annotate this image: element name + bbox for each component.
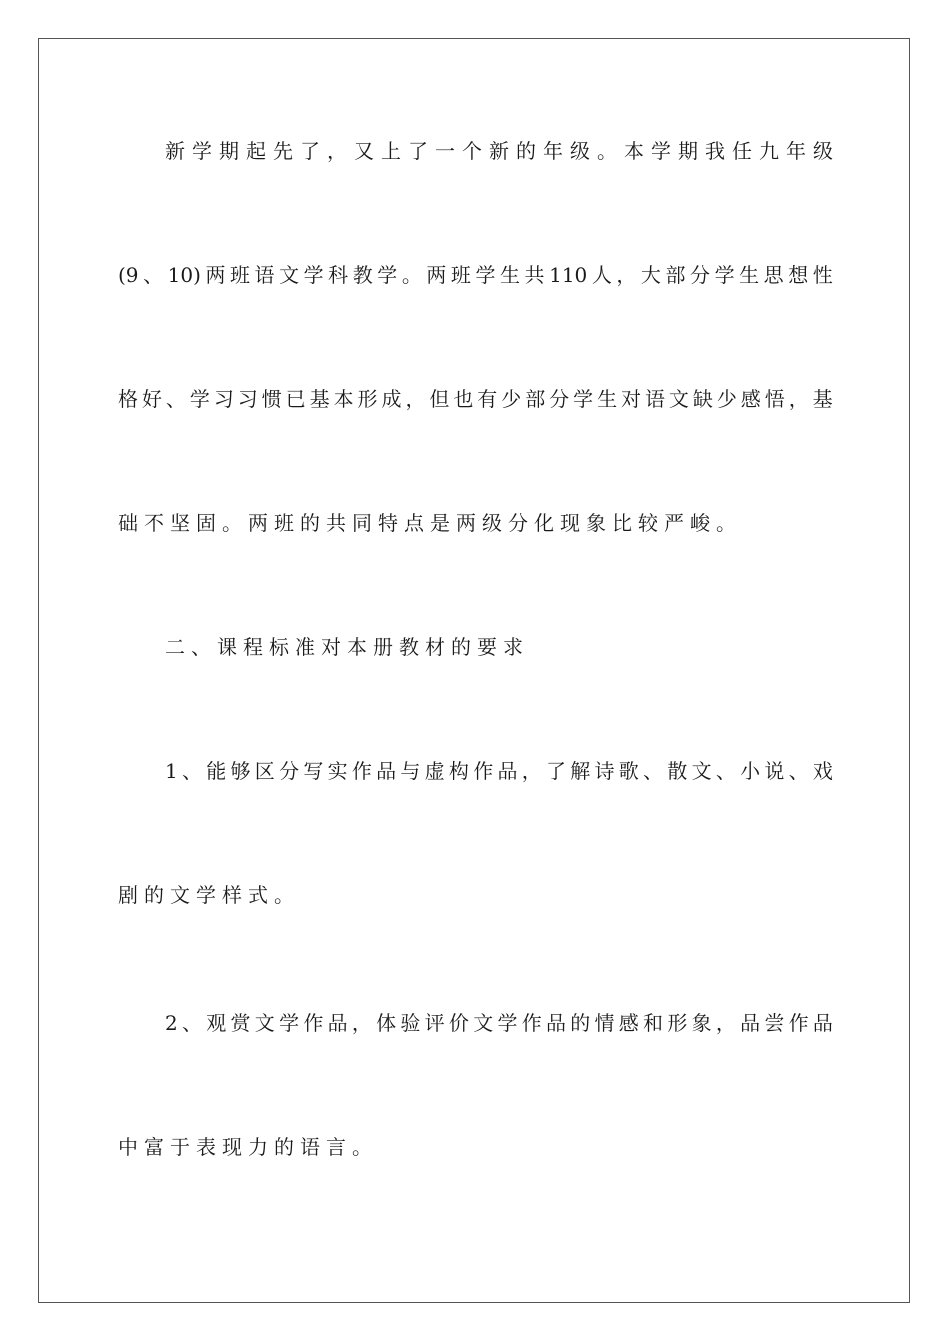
text-glyph: 区 xyxy=(254,759,275,783)
text-glyph: 诗 xyxy=(594,759,615,783)
text-glyph: 学 xyxy=(192,139,212,163)
text-glyph: 能 xyxy=(206,759,227,783)
text-glyph: 体 xyxy=(376,1011,397,1035)
item-2-line-1 xyxy=(165,1009,833,1037)
text-glyph: 部 xyxy=(665,263,686,287)
text-glyph: 部 xyxy=(525,387,546,411)
text-glyph: 也 xyxy=(453,387,474,411)
text-glyph: 尝 xyxy=(764,1011,785,1035)
text-glyph: 作 xyxy=(303,1011,324,1035)
text-glyph: 评 xyxy=(424,1011,445,1035)
text-glyph: 习 xyxy=(213,387,234,411)
text-glyph: 的 xyxy=(516,139,536,163)
text-glyph: 。 xyxy=(401,263,422,287)
text-glyph: 学 xyxy=(497,1011,518,1035)
text-glyph: 、 xyxy=(643,759,664,783)
text-glyph: 感 xyxy=(740,387,761,411)
text-glyph: 形 xyxy=(357,387,378,411)
text-glyph: 两 xyxy=(205,263,226,287)
text-glyph: 品 xyxy=(327,1011,348,1035)
text-glyph: 品 xyxy=(812,1011,833,1035)
text-glyph: 散 xyxy=(667,759,688,783)
text-glyph: 期 xyxy=(219,139,239,163)
text-glyph: 感 xyxy=(618,1011,639,1035)
text-glyph: 起 xyxy=(246,139,266,163)
paragraph-1-line-2 xyxy=(118,261,833,289)
text-glyph: 对 xyxy=(621,387,642,411)
text-glyph: 和 xyxy=(643,1011,664,1035)
text-glyph: 语 xyxy=(644,387,665,411)
text-glyph: 本 xyxy=(333,387,354,411)
text-glyph: 思 xyxy=(763,263,784,287)
text-glyph: 我 xyxy=(705,139,725,163)
text-glyph: 生 xyxy=(739,263,760,287)
text-glyph: ， xyxy=(351,1011,372,1035)
text-glyph: 说 xyxy=(764,759,785,783)
paragraph-1-line-1 xyxy=(165,137,833,165)
text-glyph: 学 xyxy=(303,263,324,287)
text-glyph: 习 xyxy=(237,387,258,411)
text-glyph: 够 xyxy=(230,759,251,783)
text-glyph: 形 xyxy=(667,1011,688,1035)
text-glyph: 品 xyxy=(740,1011,761,1035)
text-glyph: 了 xyxy=(545,759,566,783)
text-glyph: 、 xyxy=(143,263,164,287)
text-glyph: 个 xyxy=(462,139,482,163)
text-glyph: ， xyxy=(327,139,347,163)
text-glyph: 悟 xyxy=(764,387,785,411)
text-glyph: 格 xyxy=(118,387,138,411)
text-glyph: 级 xyxy=(570,139,590,163)
text-glyph: 分 xyxy=(549,387,570,411)
text-glyph: 先 xyxy=(273,139,293,163)
page-frame xyxy=(38,38,910,1303)
text-glyph: 价 xyxy=(448,1011,469,1035)
text-glyph: 、 xyxy=(182,759,202,783)
text-glyph: 文 xyxy=(691,759,712,783)
text-glyph: 作 xyxy=(473,759,494,783)
text-glyph: 验 xyxy=(400,1011,421,1035)
text-glyph: 共 xyxy=(524,263,545,287)
text-glyph: 大 xyxy=(640,263,661,287)
text-glyph: 两 xyxy=(426,263,447,287)
text-glyph: 班 xyxy=(229,263,250,287)
text-glyph: 级 xyxy=(813,139,833,163)
text-glyph: 科 xyxy=(328,263,349,287)
text-glyph: 作 xyxy=(521,1011,542,1035)
text-glyph: 1 xyxy=(165,759,178,783)
text-glyph: 文 xyxy=(473,1011,494,1035)
text-glyph: 缺 xyxy=(692,387,713,411)
text-glyph: 基 xyxy=(309,387,330,411)
text-glyph: 年 xyxy=(543,139,563,163)
text-glyph: 人 xyxy=(591,263,612,287)
item-1-line-1 xyxy=(165,757,833,785)
text-glyph: ， xyxy=(788,387,809,411)
text-glyph: 品 xyxy=(376,759,397,783)
text-glyph: 惯 xyxy=(261,387,282,411)
text-glyph: 了 xyxy=(300,139,320,163)
text-glyph: 解 xyxy=(570,759,591,783)
text-glyph: 语 xyxy=(254,263,275,287)
text-glyph: 有 xyxy=(477,387,498,411)
item-2-line-2: 中富于表现力的语言。 xyxy=(118,1135,378,1159)
text-glyph: 品 xyxy=(545,1011,566,1035)
text-glyph: 班 xyxy=(450,263,471,287)
text-glyph: 年 xyxy=(786,139,806,163)
item-1-line-2: 剧的文学样式。 xyxy=(118,883,300,907)
text-glyph: 110 xyxy=(549,263,588,287)
text-glyph: 教 xyxy=(352,263,373,287)
text-glyph: 分 xyxy=(690,263,711,287)
text-glyph: 歌 xyxy=(618,759,639,783)
text-glyph: ， xyxy=(521,759,542,783)
text-glyph: 实 xyxy=(327,759,348,783)
text-glyph: 观 xyxy=(206,1011,227,1035)
text-glyph: 期 xyxy=(678,139,698,163)
text-glyph: 情 xyxy=(594,1011,615,1035)
text-glyph: 文 xyxy=(254,1011,275,1035)
text-glyph: 上 xyxy=(381,139,401,163)
text-glyph: 象 xyxy=(691,1011,712,1035)
text-glyph: 文 xyxy=(279,263,300,287)
text-glyph: ， xyxy=(405,387,426,411)
text-glyph: 文 xyxy=(668,387,689,411)
text-glyph: 生 xyxy=(597,387,618,411)
text-glyph: 的 xyxy=(570,1011,591,1035)
text-glyph: 性 xyxy=(812,263,833,287)
text-glyph: 学 xyxy=(377,263,398,287)
text-glyph: 少 xyxy=(501,387,522,411)
text-glyph: 好 xyxy=(141,387,162,411)
text-glyph: 2 xyxy=(165,1011,178,1035)
section-heading: 二、课程标准对本册教材的要求 xyxy=(165,635,529,659)
text-glyph: 、 xyxy=(165,387,186,411)
text-glyph: 新 xyxy=(489,139,509,163)
text-glyph: 已 xyxy=(285,387,306,411)
text-glyph: (9 xyxy=(118,263,139,287)
text-glyph: 任 xyxy=(732,139,752,163)
text-glyph: 赏 xyxy=(230,1011,251,1035)
text-glyph: 成 xyxy=(381,387,402,411)
text-glyph: 、 xyxy=(715,759,736,783)
text-glyph: 本 xyxy=(624,139,644,163)
text-glyph: 作 xyxy=(351,759,372,783)
text-glyph: 学 xyxy=(475,263,496,287)
text-glyph: 生 xyxy=(500,263,520,287)
text-glyph: 想 xyxy=(788,263,809,287)
text-glyph: 又 xyxy=(354,139,374,163)
text-glyph: 小 xyxy=(740,759,761,783)
text-glyph: 九 xyxy=(759,139,779,163)
text-glyph: 基 xyxy=(812,387,833,411)
text-glyph: ， xyxy=(616,263,637,287)
text-glyph: 与 xyxy=(400,759,421,783)
paragraph-1-line-3 xyxy=(118,385,833,413)
text-glyph: 学 xyxy=(573,387,594,411)
text-glyph: 品 xyxy=(497,759,518,783)
text-glyph: 10) xyxy=(167,263,201,287)
text-glyph: 但 xyxy=(429,387,450,411)
text-glyph: 。 xyxy=(597,139,617,163)
text-glyph: ， xyxy=(715,1011,736,1035)
text-glyph: 作 xyxy=(788,1011,809,1035)
text-glyph: 构 xyxy=(448,759,469,783)
text-glyph: 学 xyxy=(651,139,671,163)
paragraph-1-line-4: 础不坚固。两班的共同特点是两级分化现象比较严峻。 xyxy=(118,511,742,535)
text-glyph: 虚 xyxy=(424,759,445,783)
text-glyph: 分 xyxy=(279,759,300,783)
text-glyph: 一 xyxy=(435,139,455,163)
text-glyph: 新 xyxy=(165,139,185,163)
text-glyph: 了 xyxy=(408,139,428,163)
text-glyph: 学 xyxy=(714,263,735,287)
text-glyph: 少 xyxy=(716,387,737,411)
text-glyph: 学 xyxy=(189,387,210,411)
text-glyph: 写 xyxy=(303,759,324,783)
text-glyph: 戏 xyxy=(812,759,833,783)
text-glyph: 、 xyxy=(788,759,809,783)
text-glyph: 、 xyxy=(182,1011,202,1035)
text-glyph: 学 xyxy=(279,1011,300,1035)
